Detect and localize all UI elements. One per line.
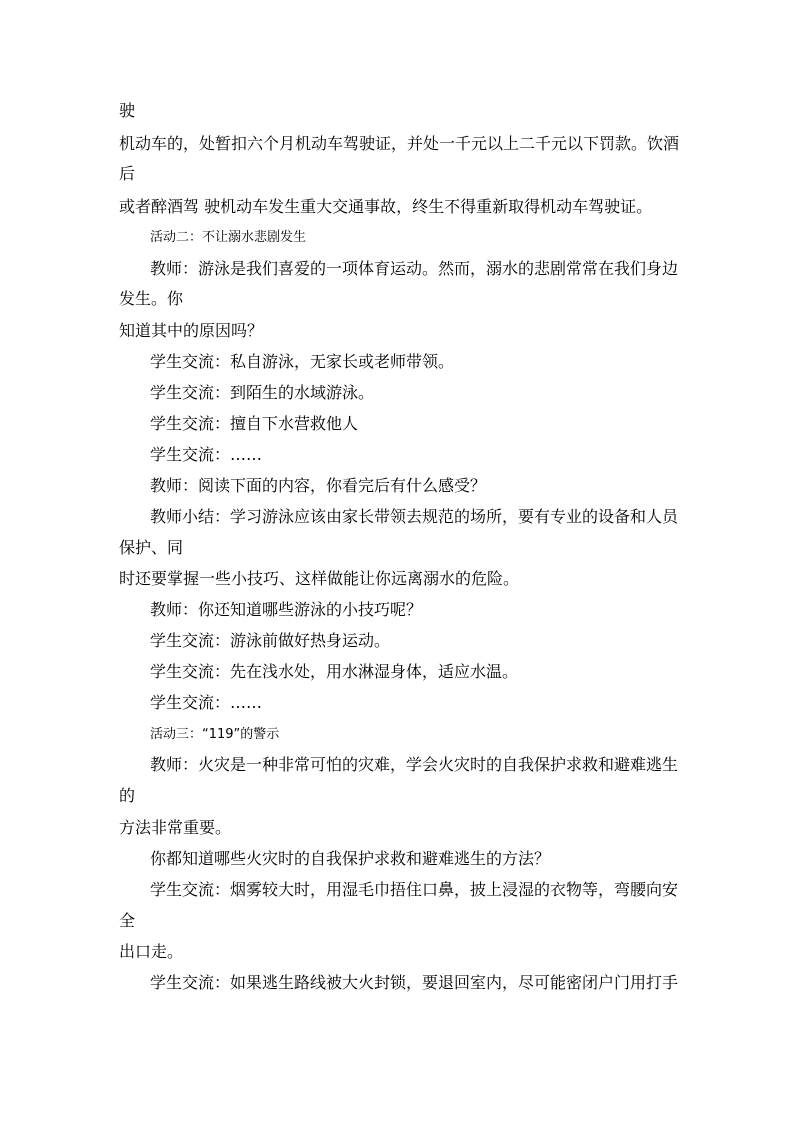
text-line: 出口走。	[119, 942, 184, 961]
text-line: 机动车的，处暂扣六个月机动车驾驶证，并处一千元以上二千元以下罚款。饮酒	[119, 134, 680, 153]
text-line: 时还要掌握一些小技巧、这样做能让你远离溺水的危险。	[119, 569, 520, 588]
text-line: 知道其中的原因吗？	[119, 321, 264, 340]
text-line: 教师小结：学习游泳应该由家长带领去规范的场所，要有专业的设备和人员	[150, 507, 679, 526]
text-line: 学生交流：擅自下水营救他人	[150, 414, 359, 433]
text-line: 学生交流：烟雾较大时，用湿毛巾捂住口鼻，披上浸湿的衣物等，弯腰向安	[150, 880, 679, 899]
text-line: 教师：游泳是我们喜爱的一项体育运动。然而，溺水的悲剧常常在我们身边	[150, 259, 679, 278]
text-line: 后	[119, 164, 136, 183]
text-line: 教师：你还知道哪些游泳的小技巧呢？	[150, 600, 423, 619]
text-line: 学生交流：游泳前做好热身运动。	[150, 631, 391, 650]
text-line: 保护、同	[119, 538, 184, 557]
text-line: 学生交流：……	[150, 693, 263, 712]
text-line: 学生交流：私自游泳，无家长或老师带领。	[150, 352, 455, 371]
section-heading: 活动三：“119”的警示	[150, 727, 280, 742]
text-line: 学生交流：到陌生的水域游泳。	[150, 383, 375, 402]
text-line: 教师：火灾是一种非常可怕的灾难，学会火灾时的自我保护求救和避难逃生	[150, 755, 679, 774]
text-line: 教师：阅读下面的内容，你看完后有什么感受？	[150, 476, 487, 495]
text-line: 学生交流：……	[150, 445, 263, 464]
text-line: 驶	[119, 101, 136, 120]
text-line: 你都知道哪些火灾时的自我保护求救和避难逃生的方法？	[150, 849, 551, 868]
text-line: 全	[119, 911, 136, 930]
text-line: 的	[119, 786, 136, 805]
text-line: 方法非常重要。	[119, 818, 232, 837]
text-line: 或者醉酒驾 驶机动车发生重大交通事故，终生不得重新取得机动车驾驶证。	[119, 197, 653, 216]
text-line: 发生。你	[119, 289, 184, 308]
text-line: 学生交流：如果逃生路线被大火封锁，要退回室内，尽可能密闭户门用打手	[150, 973, 679, 992]
text-line: 学生交流：先在浅水处，用水淋湿身体，适应水温。	[150, 662, 519, 681]
section-heading: 活动二：不让溺水悲剧发生	[150, 230, 307, 245]
